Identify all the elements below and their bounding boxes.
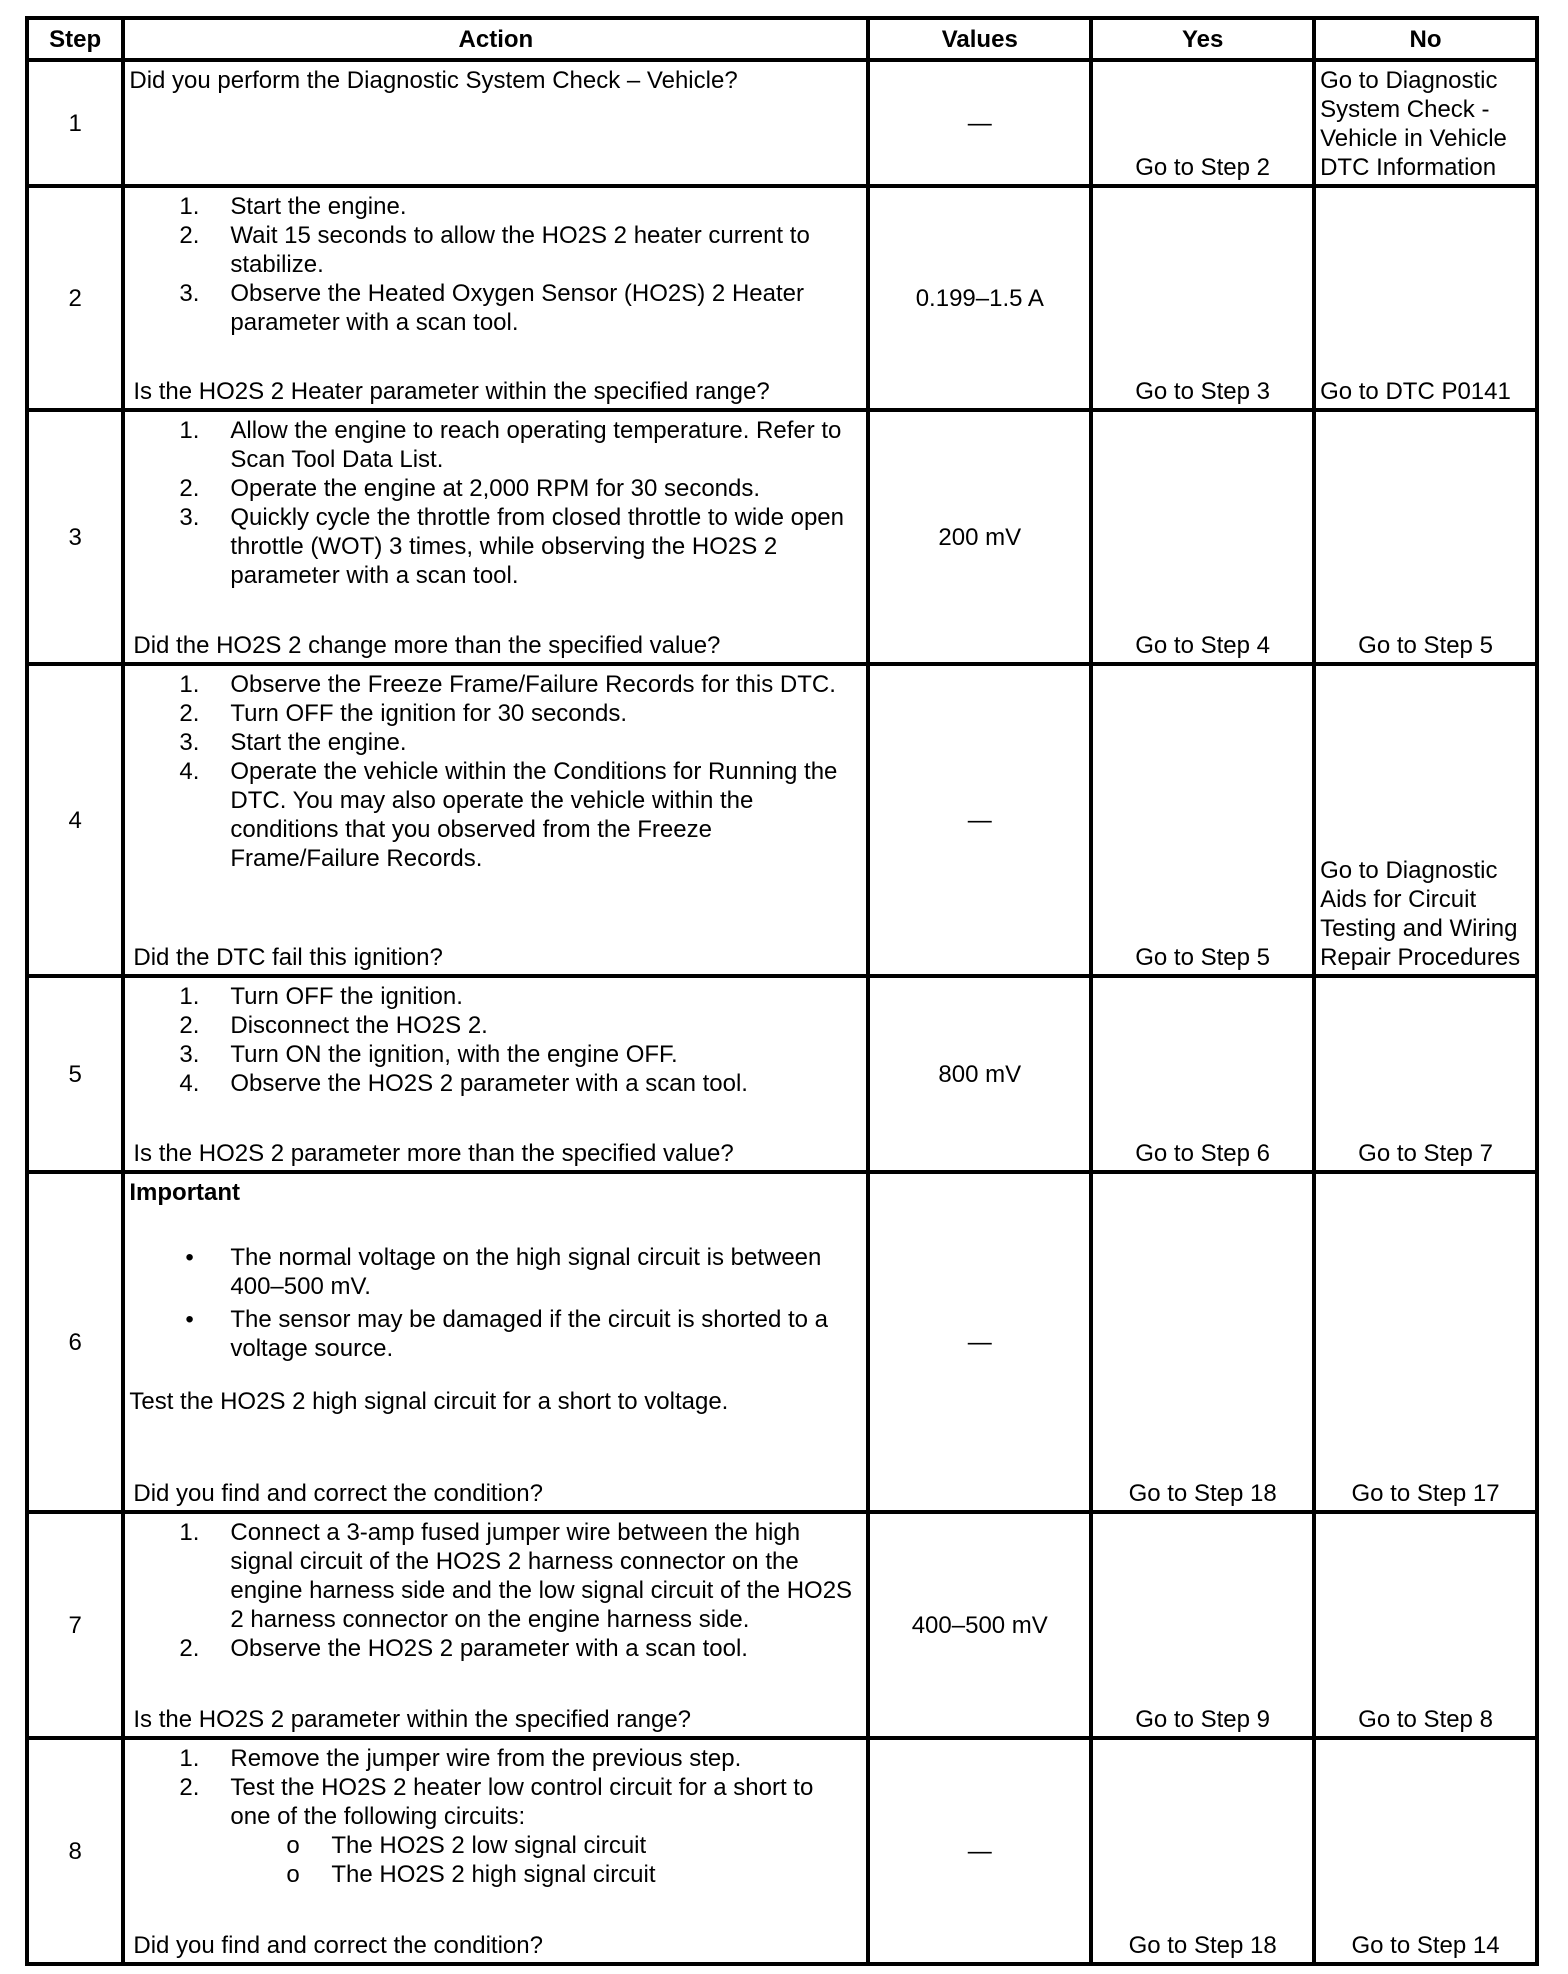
- action-instruction: Test the HO2S 2 high signal circuit for a short to voltage.: [129, 1388, 729, 1415]
- list-item: • The normal voltage on the high signal circuit is between 400–500 mV.: [185, 1244, 822, 1300]
- yes-cell: Go to Step 5: [1091, 664, 1314, 976]
- no-cell: Go to Step 8: [1314, 1512, 1537, 1738]
- list-item: 2. Test the HO2S 2 heater low control circuit for a short to one of the following circuits:: [179, 1774, 814, 1830]
- diagnostic-table: [25, 16, 1539, 1966]
- list-item: o The HO2S 2 high signal circuit: [286, 1861, 656, 1888]
- value-cell: 0.199–1.5 A: [868, 186, 1091, 410]
- table-row: [27, 186, 1537, 410]
- list-item: 3. Start the engine.: [179, 729, 407, 756]
- action-steps: [129, 670, 858, 873]
- header-action: Action: [123, 18, 868, 60]
- step-number: 2: [27, 186, 123, 410]
- list-item: 2. Turn OFF the ignition for 30 seconds.: [179, 700, 628, 727]
- action-cell: [123, 186, 868, 410]
- action-cell: [123, 664, 868, 976]
- action-steps: [129, 192, 858, 337]
- list-item: 2. Disconnect the HO2S 2.: [179, 1012, 488, 1039]
- list-item: 1. Turn OFF the ignition.: [179, 983, 463, 1010]
- action-steps: [129, 416, 858, 590]
- step-number: 8: [27, 1738, 123, 1964]
- list-item: 3. Quickly cycle the throttle from closed throttle to wide open throttle (WOT) 3 times, while observing the HO2S 2 parameter with a scan tool.: [179, 504, 844, 589]
- yes-cell: Go to Step 9: [1091, 1512, 1314, 1738]
- value-cell: 400–500 mV: [868, 1512, 1091, 1738]
- list-item: 1. Remove the jumper wire from the previous step.: [179, 1745, 742, 1772]
- value-cell: —: [868, 1738, 1091, 1964]
- value-cell: 800 mV: [868, 976, 1091, 1172]
- table-row: [27, 664, 1537, 976]
- action-cell: [123, 1512, 868, 1738]
- no-cell: Go to DTC P0141: [1314, 186, 1537, 410]
- action-question: Is the HO2S 2 parameter within the specified range?: [133, 1706, 692, 1733]
- important-note-heading: Important: [129, 1179, 241, 1206]
- action-cell: [123, 976, 868, 1172]
- circuit-sublist: [129, 1831, 858, 1889]
- value-cell: —: [868, 1172, 1091, 1512]
- list-item: 4. Operate the vehicle within the Conditions for Running the DTC. You may also operate the vehicle within the conditions that you observed from the Freeze Frame/Failure Records.: [179, 758, 838, 872]
- action-cell: [123, 1738, 868, 1964]
- action-question: Did you find and correct the condition?: [133, 1480, 543, 1507]
- table-row: [27, 976, 1537, 1172]
- table-row: [27, 410, 1537, 664]
- action-cell: [123, 60, 868, 186]
- action-question: Did you find and correct the condition?: [133, 1932, 543, 1959]
- action-steps: [129, 1744, 858, 1831]
- no-cell: Go to Diagnostic Aids for Circuit Testing and Wiring Repair Procedures: [1314, 664, 1537, 976]
- no-cell: Go to Step 14: [1314, 1738, 1537, 1964]
- action-question: Is the HO2S 2 Heater parameter within the specified range?: [133, 378, 770, 405]
- list-item: 2. Operate the engine at 2,000 RPM for 30 seconds.: [179, 475, 761, 502]
- yes-cell: Go to Step 3: [1091, 186, 1314, 410]
- yes-cell: Go to Step 2: [1091, 60, 1314, 186]
- list-item: 1. Connect a 3-amp fused jumper wire between the high signal circuit of the HO2S 2 harness connector on the engine harness side and the low signal circuit of the HO2S 2 harness connector on the engine harness side.: [179, 1519, 853, 1633]
- important-bullets: [129, 1243, 858, 1363]
- header-row: [27, 18, 1537, 60]
- action-cell: [123, 1172, 868, 1512]
- list-item: 1. Observe the Freeze Frame/Failure Records for this DTC.: [179, 671, 836, 698]
- step-number: 3: [27, 410, 123, 664]
- list-item: 4. Observe the HO2S 2 parameter with a scan tool.: [179, 1070, 748, 1097]
- table-row: [27, 1738, 1537, 1964]
- step-number: 4: [27, 664, 123, 976]
- header-step: Step: [27, 18, 123, 60]
- action-cell: [123, 410, 868, 664]
- list-item: 1. Allow the engine to reach operating temperature. Refer to Scan Tool Data List.: [179, 417, 842, 473]
- value-cell: —: [868, 664, 1091, 976]
- header-yes: Yes: [1091, 18, 1314, 60]
- no-cell: Go to Step 17: [1314, 1172, 1537, 1512]
- no-cell: Go to Step 7: [1314, 976, 1537, 1172]
- action-question: Did you perform the Diagnostic System Check – Vehicle?: [129, 67, 738, 94]
- step-number: 5: [27, 976, 123, 1172]
- list-item: 1. Start the engine.: [179, 193, 407, 220]
- list-item: 3. Turn ON the ignition, with the engine OFF.: [179, 1041, 678, 1068]
- action-steps: [129, 982, 858, 1098]
- value-cell: 200 mV: [868, 410, 1091, 664]
- step-number: 6: [27, 1172, 123, 1512]
- list-item: o The HO2S 2 low signal circuit: [286, 1832, 647, 1859]
- step-number: 7: [27, 1512, 123, 1738]
- value-cell: —: [868, 60, 1091, 186]
- list-item: 2. Observe the HO2S 2 parameter with a scan tool.: [179, 1635, 748, 1662]
- yes-cell: Go to Step 18: [1091, 1738, 1314, 1964]
- action-question: Did the HO2S 2 change more than the specified value?: [133, 632, 721, 659]
- list-item: 3. Observe the Heated Oxygen Sensor (HO2S) 2 Heater parameter with a scan tool.: [179, 280, 804, 336]
- table-row: [27, 1172, 1537, 1512]
- step-number: 1: [27, 60, 123, 186]
- action-question: Did the DTC fail this ignition?: [133, 944, 443, 971]
- action-question: Is the HO2S 2 parameter more than the specified value?: [133, 1140, 734, 1167]
- action-steps: [129, 1518, 858, 1663]
- yes-cell: Go to Step 4: [1091, 410, 1314, 664]
- header-values: Values: [868, 18, 1091, 60]
- list-item: • The sensor may be damaged if the circuit is shorted to a voltage source.: [185, 1306, 829, 1362]
- table-row: [27, 1512, 1537, 1738]
- header-no: No: [1314, 18, 1537, 60]
- yes-cell: Go to Step 18: [1091, 1172, 1314, 1512]
- no-cell: Go to Diagnostic System Check - Vehicle in Vehicle DTC Information: [1314, 60, 1537, 186]
- yes-cell: Go to Step 6: [1091, 976, 1314, 1172]
- list-item: 2. Wait 15 seconds to allow the HO2S 2 heater current to stabilize.: [179, 222, 810, 278]
- table-row: [27, 60, 1537, 186]
- no-cell: Go to Step 5: [1314, 410, 1537, 664]
